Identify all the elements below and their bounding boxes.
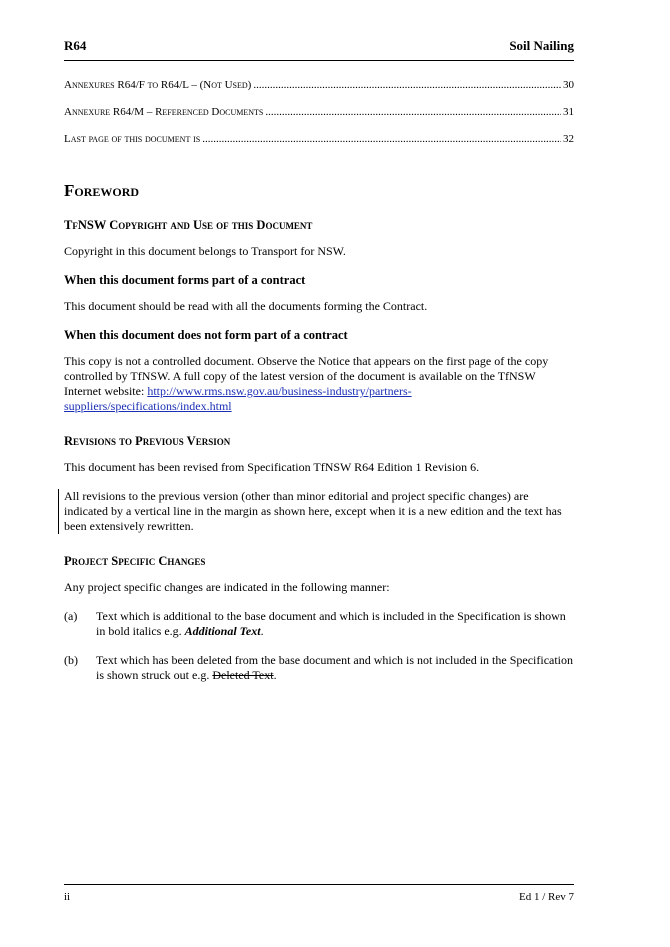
revisions-text-1: This document has been revised from Specification TfNSW R64 Edition 1 Revision 6. [64, 460, 480, 474]
noncontract-paragraph [64, 354, 574, 414]
toc-entry-label: Last page of this document is [64, 133, 201, 145]
list-item-text: Text which is additional to the base document and which is included in the Specification is shown in bold italics e.g. Additional Text. [96, 609, 566, 638]
copyright-text: Copyright in this document belongs to Transport for NSW. [64, 244, 346, 258]
revisions-heading: Revisions to Previous Version [64, 434, 231, 448]
page-number: ii [64, 891, 71, 903]
toc-entry-label: Annexure R64/M – Referenced Documents [64, 106, 264, 118]
toc-entry[interactable] [64, 79, 574, 106]
toc-leader-dots [202, 133, 561, 145]
deleted-text-example: Deleted Text [212, 668, 274, 682]
noncontract-text: This copy is not a controlled document. Observe the Notice that appears on the first page of the copy controlled by TfNSW. A full copy of the latest version of the document is available on the TfNSW Internet website: [64, 354, 549, 398]
edition-revision: Ed 1 / Rev 7 [519, 891, 574, 903]
copyright-heading: TfNSW Copyright and Use of this Document [64, 218, 313, 232]
toc-entry-page: 32 [563, 133, 574, 145]
contract-text: This document should be read with all the documents forming the Contract. [64, 299, 428, 313]
table-of-contents [64, 79, 574, 160]
project-changes-heading: Project Specific Changes [64, 554, 206, 568]
project-changes-intro: Any project specific changes are indicated in the following manner: [64, 580, 390, 594]
specifications-link[interactable]: http://www.rms.nsw.gov.au/business-industry/partners-suppliers/specifications/index.html [64, 384, 412, 413]
foreword-title: Foreword [64, 181, 140, 200]
contract-heading: When this document forms part of a contract [64, 273, 306, 287]
list-item [64, 653, 574, 683]
document-body [64, 183, 574, 697]
list-item-label: (a) [64, 609, 78, 623]
list-item-text: Text which has been deleted from the base document and which is not included in the Specification is shown struck out e.g. Deleted Text. [96, 653, 574, 682]
toc-entry-page: 30 [563, 79, 574, 91]
toc-entry-label: Annexures R64/F to R64/L – (Not Used) [64, 79, 252, 91]
list-item [64, 609, 574, 639]
page-header [64, 38, 574, 61]
toc-leader-dots [253, 79, 561, 91]
noncontract-heading: When this document does not form part of a contract [64, 328, 348, 342]
revisions-paragraph [64, 489, 574, 534]
header-spec-title: Soil Nailing [509, 38, 574, 53]
toc-entry[interactable] [64, 106, 574, 133]
additional-text-example: Additional Text [184, 624, 261, 638]
list-item-label: (b) [64, 653, 78, 667]
toc-leader-dots [265, 106, 561, 118]
page-footer [64, 884, 574, 903]
revision-margin-line [58, 489, 59, 534]
revisions-text-2: All revisions to the previous version (other than minor editorial and project specific changes) are indicated by a vertical line in the margin as shown here, except when it is a new edition and the text has been extensively rewritten. [64, 489, 562, 533]
toc-entry-page: 31 [563, 106, 574, 118]
header-spec-code: R64 [64, 38, 87, 53]
toc-entry[interactable] [64, 133, 574, 160]
